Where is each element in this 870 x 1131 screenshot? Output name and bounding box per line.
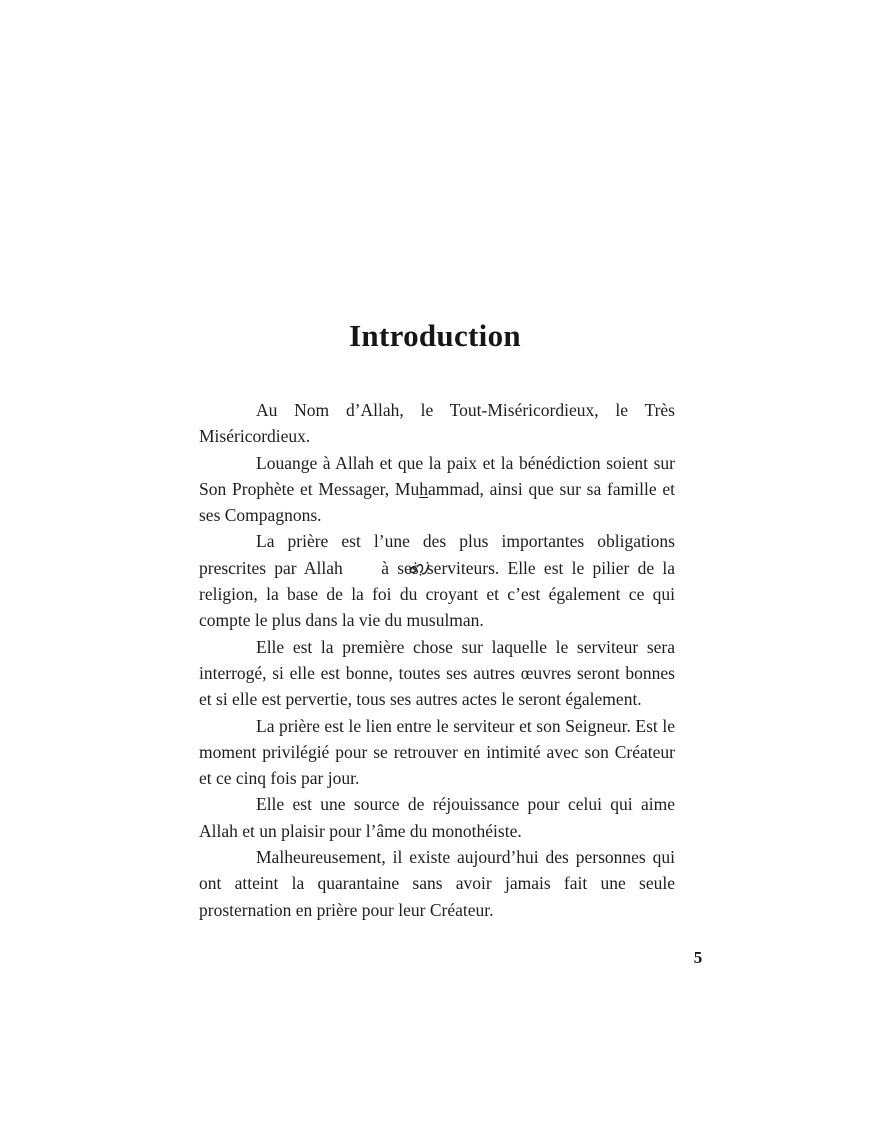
paragraph-priere-obligation-before: La prière est l’une des plus importantes obligations prescrites par Allah: [199, 531, 675, 578]
allah-honorific-icon: [351, 561, 373, 577]
underlined-letter-h: h: [419, 478, 428, 499]
paragraph-malheureusement: Malheureusement, il existe aujourd’hui des personnes qui ont atteint la quarantaine sans avoir jamais fait une seule prosternation en prière pour leur Créateur.: [199, 847, 675, 920]
page-number: 5: [693, 948, 703, 967]
paragraph-louange-before: Louange à Allah et que la paix et la bénédiction soient sur Son Prophète et Messager, Mu: [199, 452, 675, 499]
paragraph-premiere-chose: Elle est la première chose sur laquelle le serviteur sera interrogé, si elle est bonne, toutes ses autres œuvres seront bonnes et si elle est pervertie, tous ses autres actes le seront également.: [199, 636, 675, 710]
body-text: [199, 397, 675, 923]
paragraph-louange-after: ammad, ainsi que sur sa famille et ses Compagnons.: [199, 478, 676, 526]
chapter-title: Introduction: [349, 318, 521, 353]
paragraph-lien-seigneur: La prière est le lien entre le serviteur et son Seigneur. Est le moment privilégié pour se retrouver en intimité avec son Créateur et ce cinq fois par jour.: [199, 715, 675, 789]
paragraph-priere-obligation-after: à ses serviteurs. Elle est le pilier de la religion, la base de la foi du croyant et c’est également ce qui compte le plus dans la vie du musulman.: [199, 557, 675, 631]
paragraph-priere-obligation: [199, 528, 675, 633]
paragraph-louange: [199, 450, 675, 529]
paragraph-basmala: Au Nom d’Allah, le Tout-Miséricordieux, le Très Miséricordieux.: [199, 400, 675, 447]
paragraph-rejouissance: Elle est une source de réjouissance pour celui qui aime Allah et un plaisir pour l’âme du monothéiste.: [199, 794, 675, 841]
